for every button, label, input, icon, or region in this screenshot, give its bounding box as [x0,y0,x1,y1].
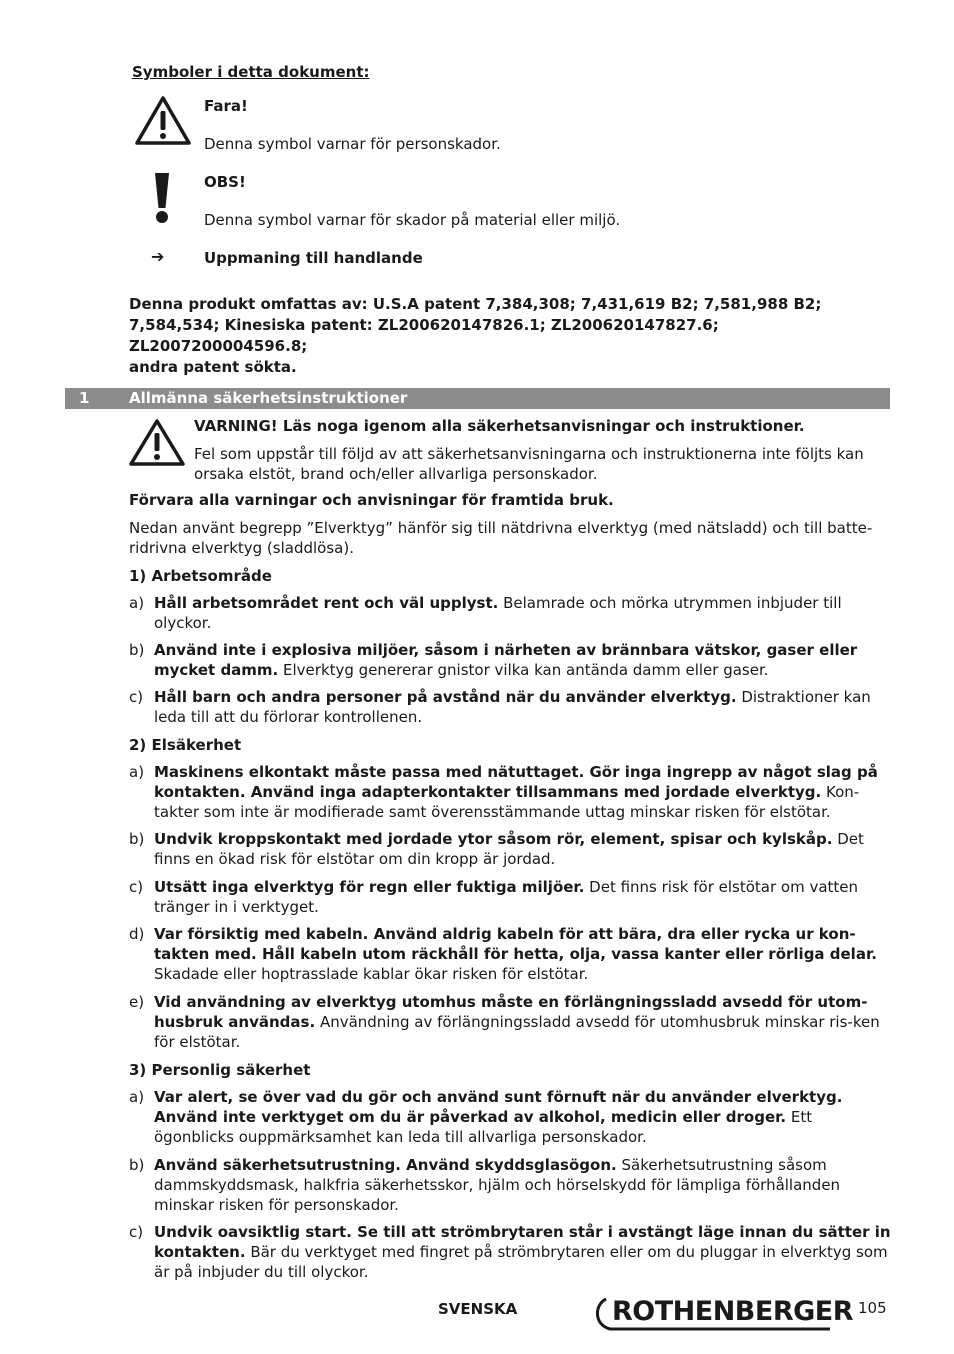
item-letter: c) [129,1223,144,1241]
section-number: 1 [79,389,90,407]
page-number: 105 [858,1299,887,1317]
patent-line: Denna produkt omfattas av: U.S.A patent 7,384,308; 7,431,619 B2; 7,581,988 B2; [129,295,822,313]
obs-description: Denna symbol varnar för skador på material eller miljö. [204,211,621,229]
item-letter: a) [129,1088,145,1106]
item-text: Det finns risk för elstötar om vatten tränger in i verktyget. [154,878,859,916]
warning-body-line: orsaka elstöt, brand och/eller allvarliga personskador. [194,465,598,483]
list-item [129,829,891,869]
group-heading: 3) Personlig säkerhet [129,1061,311,1079]
item-text: Belamrade och mörka utrymmen inbjuder till olyckor. [154,594,842,632]
item-bold-text: Håll barn och andra personer på avstånd när du använder elverktyg. [154,688,737,706]
list-item [129,877,891,917]
warning-body [194,444,894,484]
list-item [129,640,891,680]
list-item [129,687,891,727]
item-bold-text: Undvik oavsiktlig start. Se till att strömbrytaren står i avstängt läge innan du sätter in kontakten. [154,1223,891,1261]
brand-logo-text: ROTHENBERGER [612,1296,854,1327]
danger-description: Denna symbol varnar för personskador. [204,135,501,153]
warning-triangle-icon [128,418,186,468]
item-bold-text: Var försiktig med kabeln. Använd aldrig kabeln för att bära, dra eller rycka ur kon-takten med. Håll kabeln utom räckhåll för hetta, olja, vassa kanter eller rörliga delar. [154,925,877,963]
list-item [129,1087,891,1147]
item-letter: c) [129,688,144,706]
warning-triangle-icon [134,95,192,147]
group-heading: 2) Elsäkerhet [129,736,242,754]
arrow-right-icon: ➔ [151,247,165,266]
exclamation-icon [150,170,174,226]
warning-body-line: Fel som uppstår till följd av att säkerhetsanvisningarna och instruktionerna inte följts kan [194,445,864,463]
item-text: Säkerhetsutrustning såsom dammskyddsmask, halkfria säkerhetsskor, hjälm och hörselskydd för lämpliga förhållanden minskar risken för personskador. [154,1156,841,1214]
brand-logo [592,1295,854,1335]
obs-label: OBS! [204,173,246,191]
section-header [65,388,890,409]
symbols-title: Symboler i detta dokument: [132,63,370,81]
item-letter: c) [129,878,144,896]
item-letter: b) [129,830,145,848]
item-text: Det finns en ökad risk för elstötar om din kropp är jordad. [154,830,864,868]
item-bold-text: Använd säkerhetsutrustning. Använd skyddsglasögon. [154,1156,617,1174]
list-item [129,762,891,822]
item-letter: d) [129,925,145,943]
item-bold-text: Vid användning av elverktyg utomhus måste en förlängningssladd avsedd för utom-husbruk användas. [154,993,868,1031]
section-title: Allmänna säkerhetsinstruktioner [129,389,408,407]
item-bold-text: Använd inte i explosiva miljöer, såsom i närheten av brännbara vätskor, gaser eller mycket damm. [154,641,858,679]
intro-line: Nedan använt begrepp ”Elverktyg” hänför sig till nätdrivna elverktyg (med nätsladd) och till batte- [129,519,873,537]
danger-label: Fara! [204,97,248,115]
item-bold-text: Håll arbetsområdet rent och väl upplyst. [154,594,499,612]
item-text: Ett ögonblicks ouppmärksamhet kan leda till allvarliga personskador. [154,1108,813,1146]
item-bold-text: Maskinens elkontakt måste passa med nätuttaget. Gör inga ingrepp av något slag på kontakten. Använd inga adapterkontakter tillsammans med jordade elverktyg. [154,763,878,801]
list-item [129,1222,891,1282]
keep-instructions: Förvara alla varningar och anvisningar för framtida bruk. [129,491,614,509]
warning-title: VARNING! Läs noga igenom alla säkerhetsanvisningar och instruktioner. [194,417,805,435]
item-text: Kon-takter som inte är modifierade samt överensstämmande uttag minskar risken för elstötar. [154,783,860,821]
list-item [129,924,891,984]
action-label: Uppmaning till handlande [204,249,423,267]
item-text: Användning av förlängningssladd avsedd för utomhusbruk minskar ris-ken för elstötar. [154,1013,880,1051]
item-bold-text: Utsätt inga elverktyg för regn eller fuktiga miljöer. [154,878,585,896]
item-text: Elverktyg genererar gnistor vilka kan antända damm eller gaser. [278,661,769,679]
list-item [129,1155,891,1215]
patent-line: andra patent sökta. [129,358,297,376]
item-letter: b) [129,1156,145,1174]
item-letter: e) [129,993,145,1011]
item-letter: b) [129,641,145,659]
patent-notice [129,294,889,378]
list-item [129,593,891,633]
item-bold-text: Undvik kroppskontakt med jordade ytor såsom rör, element, spisar och kylskåp. [154,830,833,848]
item-letter: a) [129,763,145,781]
item-letter: a) [129,594,145,612]
list-item [129,992,891,1052]
intro-paragraph [129,518,891,558]
footer-language: SVENSKA [438,1300,518,1318]
item-text: Distraktioner kan leda till att du förlorar kontrollenen. [154,688,871,726]
group-heading: 1) Arbetsområde [129,567,272,585]
patent-line: 7,584,534; Kinesiska patent: ZL200620147826.1; ZL200620147827.6; ZL2007200004596.8; [129,316,719,355]
item-text: Bär du verktyget med fingret på strömbrytaren eller om du pluggar in elverktyg som är på inbjuder du till olyckor. [154,1243,888,1281]
intro-line: ridrivna elverktyg (sladdlösa). [129,539,354,557]
item-bold-text: Var alert, se över vad du gör och använd sunt förnuft när du använder elverktyg. Använd inte verktyget om du är påverkad av alkohol, medicin eller droger. [154,1088,843,1126]
item-text: Skadade eller hoptrasslade kablar ökar risken för elstötar. [154,965,589,983]
